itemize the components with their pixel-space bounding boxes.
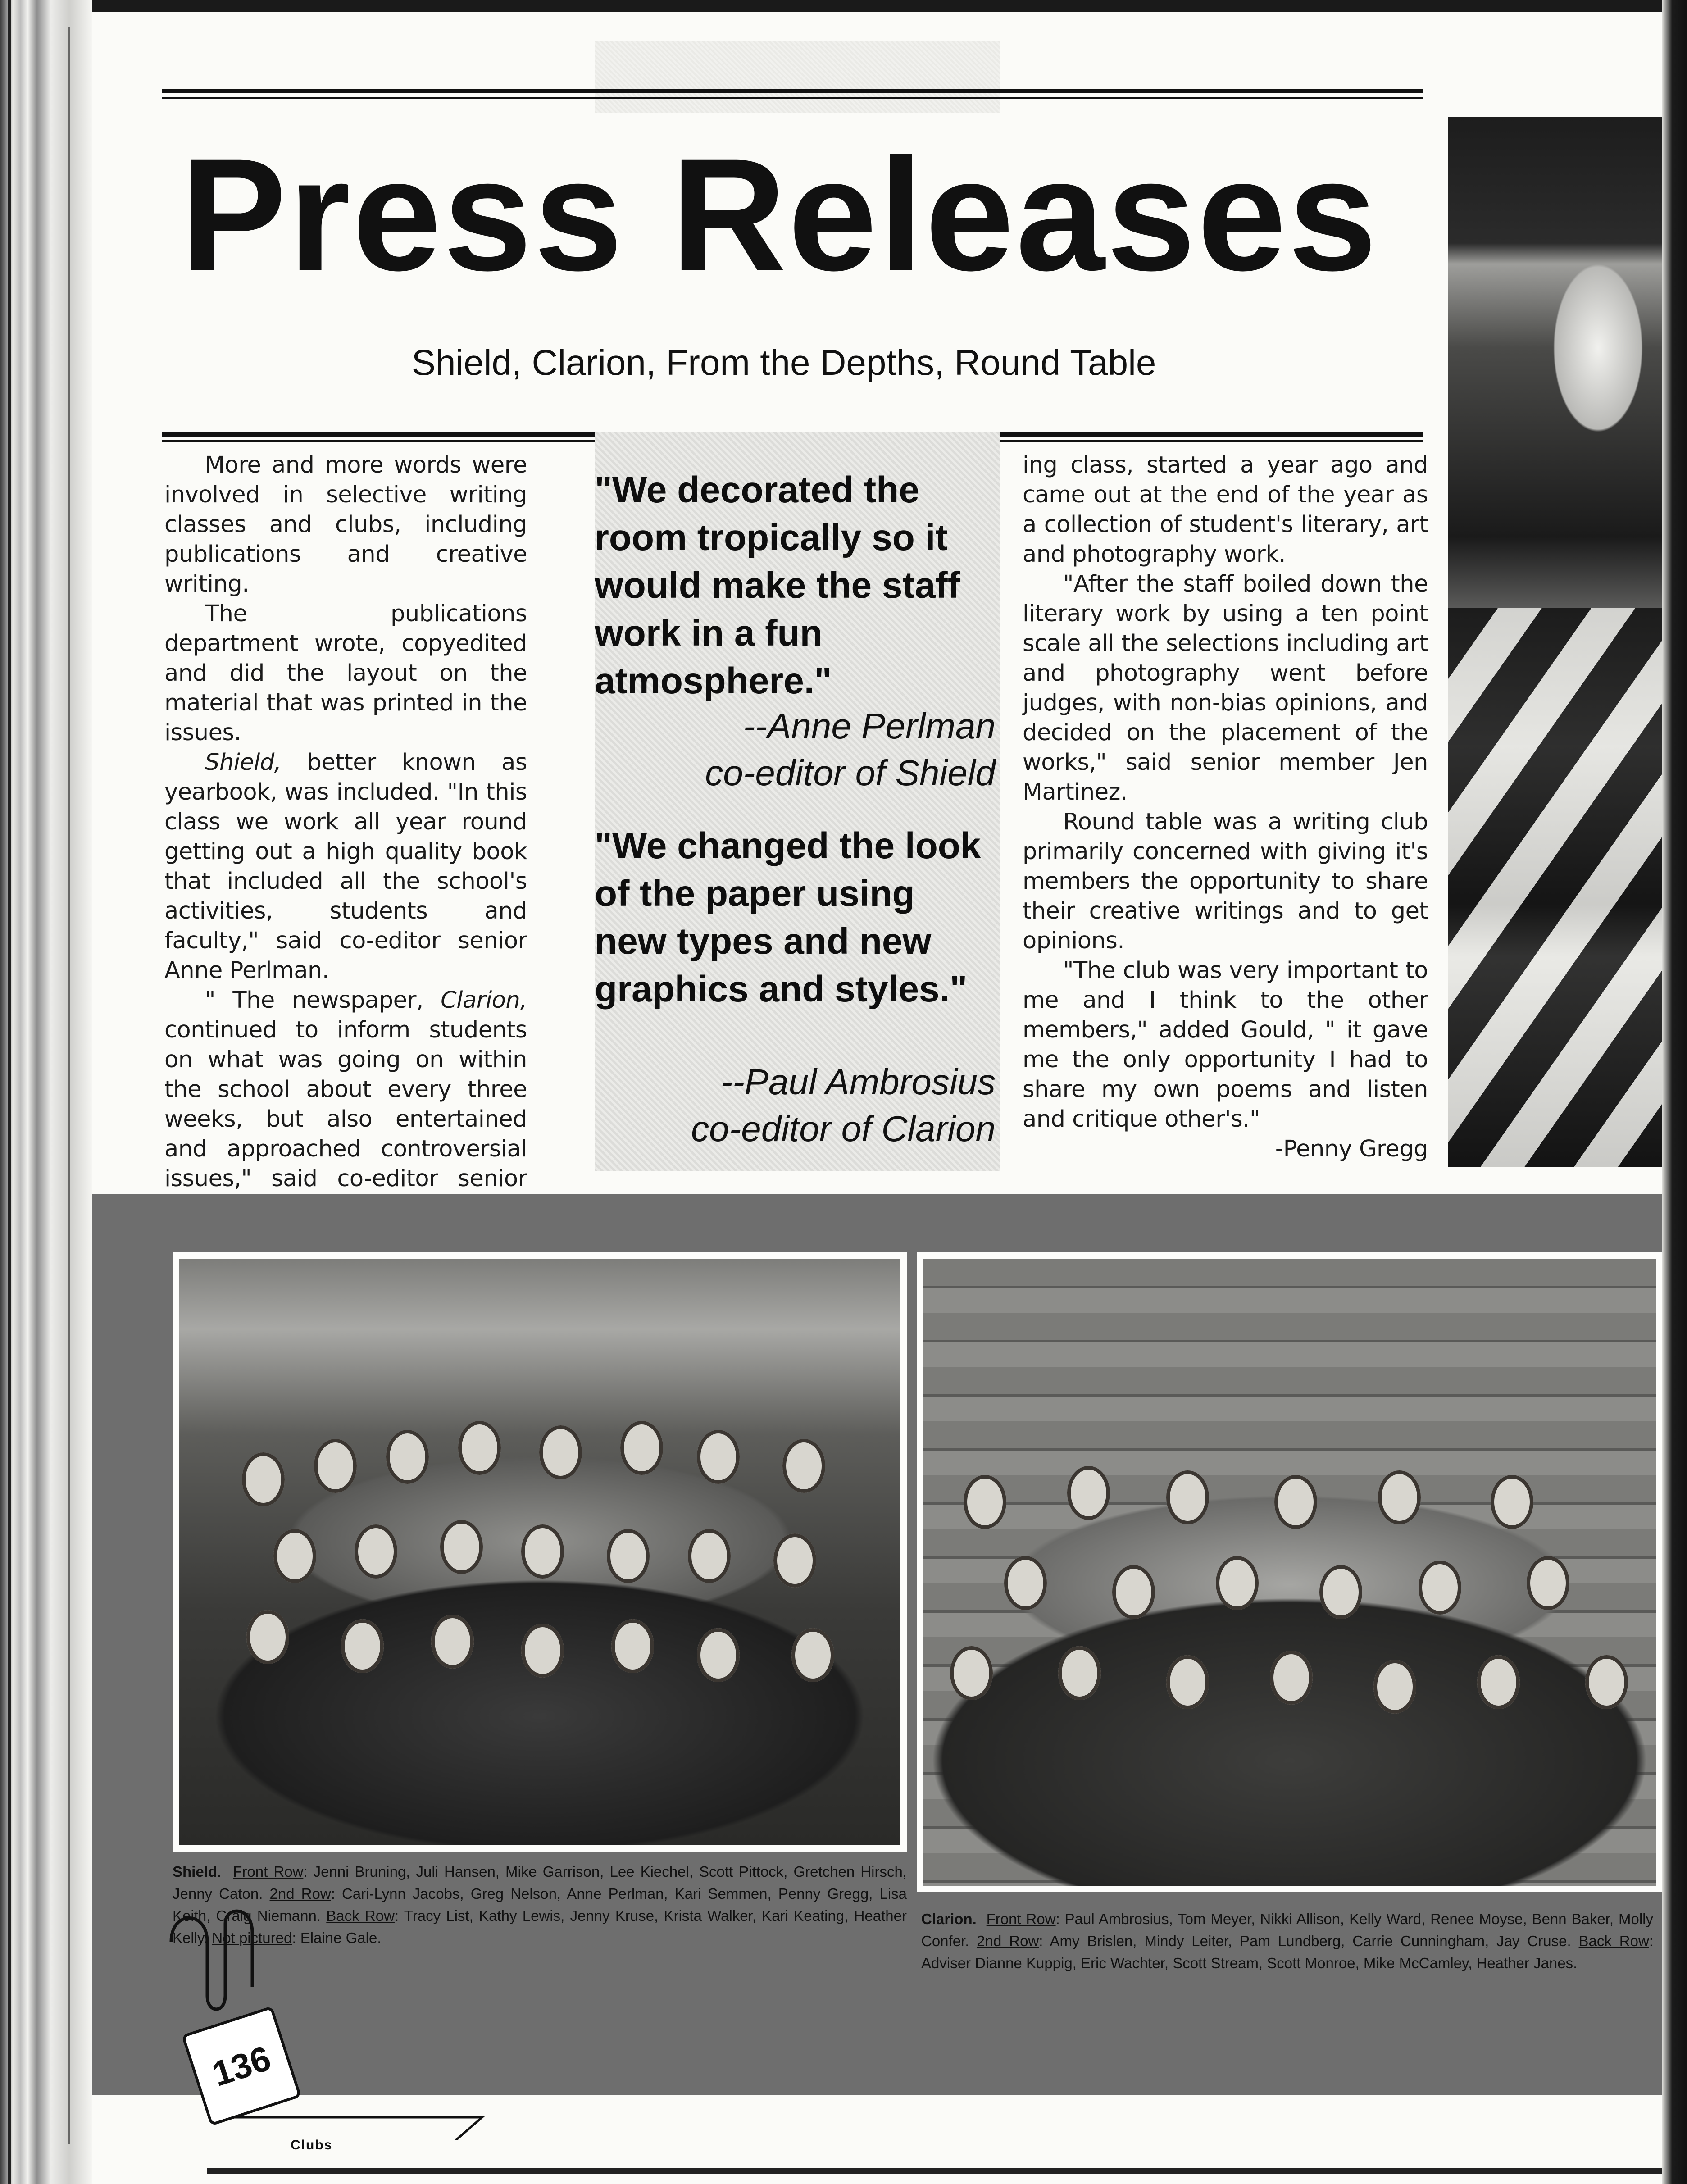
- clarion-group-photo: [917, 1252, 1662, 1892]
- quote-attribution-name: --Anne Perlman: [743, 706, 996, 746]
- shield-caption: Shield. Front Row: Jenni Bruning, Juli Hansen, Mike Garrison, Lee Kiechel, Scott Pittock, Gretchen Hirsch, Jenny Caton. 2nd Row: Cari-Lynn Jacobs, Greg Nelson, Anne Perlman, Kari Semmen, Penny Gregg, Lisa Keith, Craig Niemann. Back Row: Tracy List, Kathy Lewis, Jenny Kruse, Krista Walker, Kari Keating, Heather Kelly. Not pictured: Elaine Gale.: [173, 1863, 907, 1946]
- quote-attribution-role: co-editor of Shield: [705, 753, 996, 793]
- bottom-rule: [207, 2168, 1662, 2174]
- byline: -Penny Gregg: [1275, 1136, 1428, 1162]
- pull-quote: "We decorated the room tropically so it would make the staff work in a fun atmosphere.": [595, 469, 960, 701]
- quote-attribution-role: co-editor of Clarion: [691, 1109, 996, 1149]
- quote-attribution-name: --Paul Ambrosius: [720, 1062, 996, 1102]
- book-binding: [0, 0, 92, 2184]
- right-page-edge: [1662, 0, 1687, 2184]
- paragraph: "The club was very important to me and I think to the other members," added Gould, " it gave me the only opportunity I had to share my own poems and listen and critique other's.": [1023, 957, 1428, 1133]
- page-subtitle: Shield, Clarion, From the Depths, Round Table: [411, 342, 1156, 382]
- section-label: Clubs: [291, 2138, 333, 2152]
- top-edge: [92, 0, 1687, 12]
- paragraph: More and more words were involved in selective writing classes and clubs, including publications and creative writing.: [164, 452, 527, 597]
- paragraph: "After the staff boiled down the literary work by using a ten point scale all the selections including art and photography went before judges, with non-bias opinions, and decided on the placement of the works," said senior member Jen Martinez.: [1023, 571, 1428, 805]
- shield-group-photo: [173, 1252, 907, 1852]
- paragraph: The publications department wrote, copyedited and did the layout on the material that was printed in the issues.: [164, 601, 527, 746]
- margin-photo-stripes: [1448, 608, 1662, 1167]
- paragraph: " The newspaper, Clarion, continued to inform students on what was going on within the school about every three weeks, but also entertained and approached controversial issues," said co-editor senior: [164, 987, 527, 1192]
- screen-tint: [595, 41, 1000, 113]
- header-rule-top: [162, 89, 1423, 93]
- header-rule-top-thin: [162, 97, 1423, 99]
- binding-line: [8, 0, 11, 2184]
- page-title: Press Releases: [180, 126, 1379, 304]
- paragraph: ing class, started a year ago and came out at the end of the year as a collection of student's literary, art and photography work.: [1023, 452, 1428, 568]
- page-number: 136: [181, 2006, 301, 2126]
- article-column-1: [164, 450, 527, 1313]
- pull-quote: "We changed the look of the paper using new types and new graphics and styles.": [595, 825, 981, 1010]
- paragraph: Shield, better known as yearbook, was included. "In this class we work all year round getting out a high quality book that included all the school's activities, students and faculty," said co-editor senior Anne Perlman.: [164, 749, 527, 984]
- clarion-caption: Clarion. Front Row: Paul Ambrosius, Tom Meyer, Nikki Allison, Kelly Ward, Renee Moyse, Benn Baker, Molly Confer. 2nd Row: Amy Brislen, Mindy Leiter, Pam Lundberg, Carrie Cunningham, Jay Cruse. Back Row: Adviser Dianne Kuppig, Eric Wachter, Scott Stream, Scott Monroe, Mike McCamley, Heather Janes.: [921, 1911, 1653, 1971]
- paragraph: Round table was a writing club primarily concerned with giving it's members the opportunity to share their creative writings and to get opinions.: [1023, 809, 1428, 954]
- binding-line: [68, 27, 70, 2144]
- article-column-3: [1023, 450, 1428, 1164]
